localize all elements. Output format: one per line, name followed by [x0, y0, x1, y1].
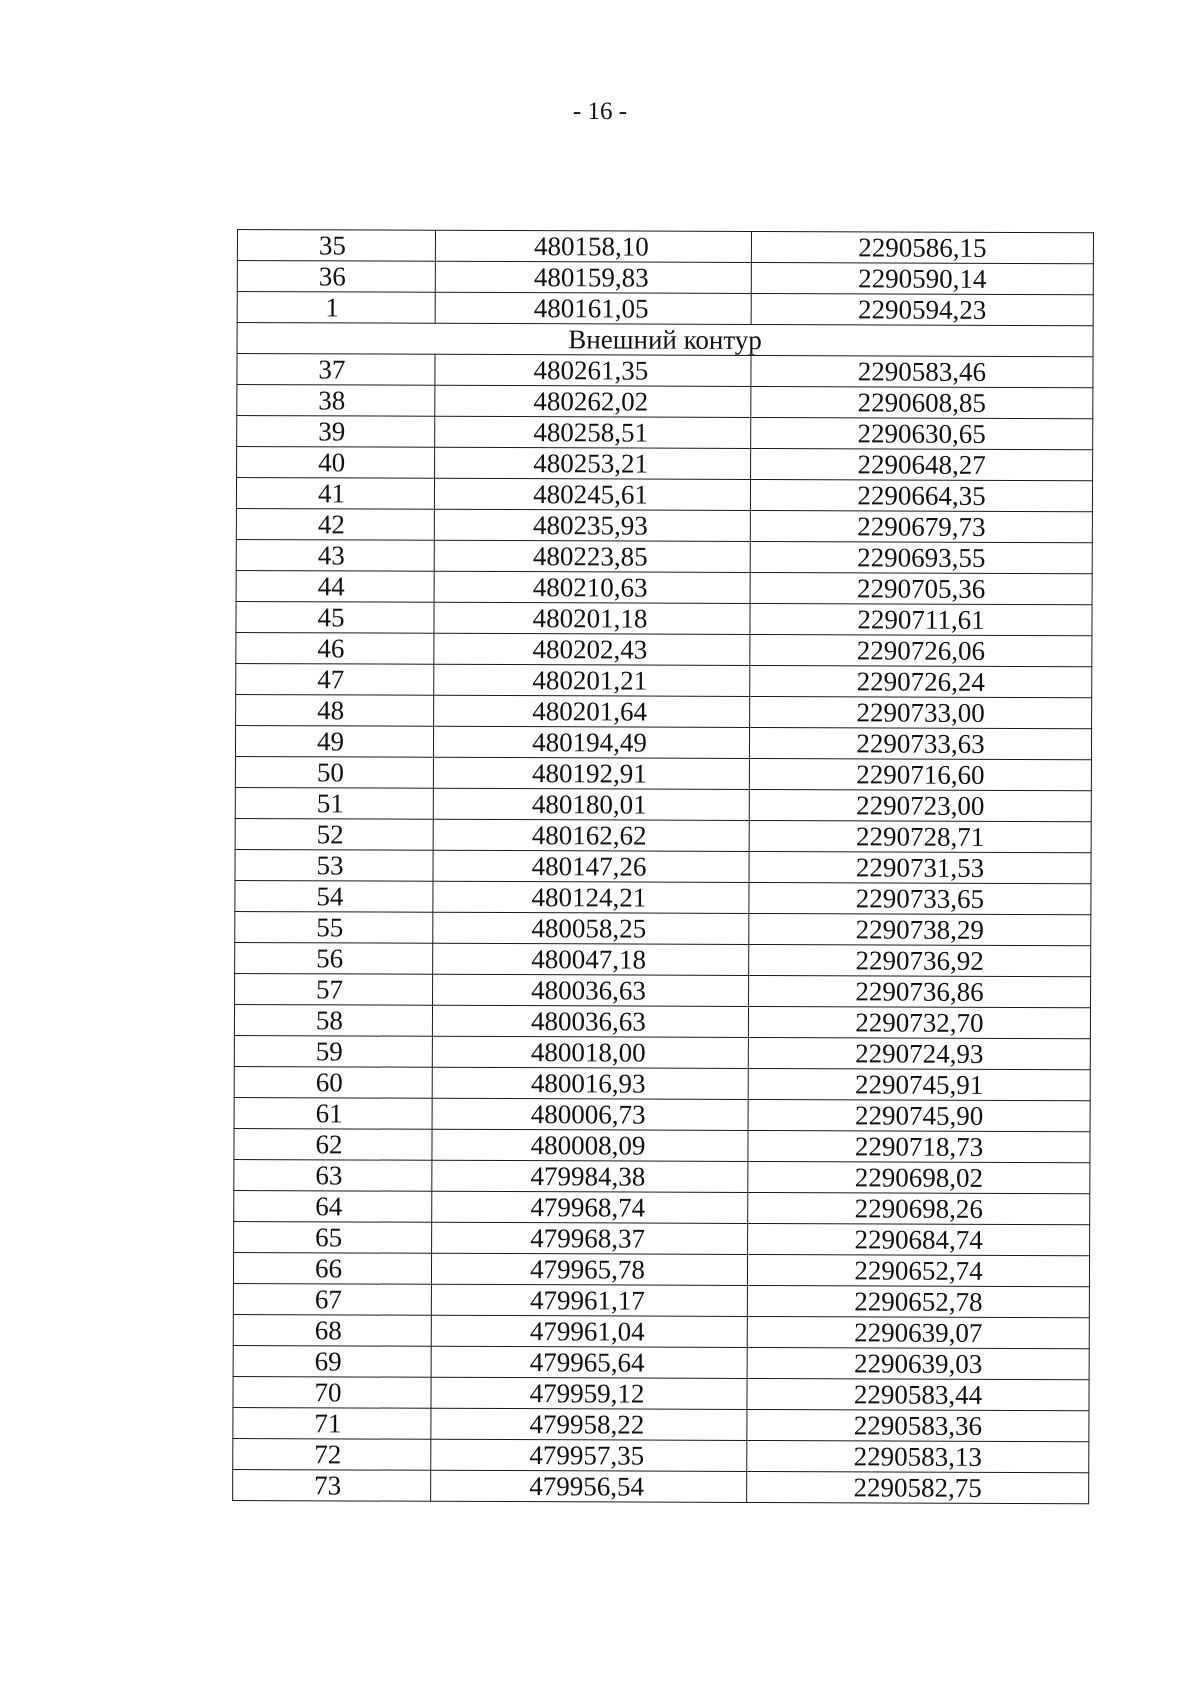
x-coordinate-cell: 480194,49 [433, 726, 749, 758]
x-coordinate-cell: 480124,21 [433, 881, 749, 913]
table-row [236, 478, 1092, 512]
x-coordinate-cell: 480159,83 [435, 261, 751, 293]
table-row [233, 1345, 1089, 1379]
table-row [234, 1190, 1090, 1224]
x-coordinate-cell: 479959,12 [431, 1377, 747, 1409]
x-coordinate-cell: 480202,43 [434, 633, 750, 665]
y-coordinate-cell: 2290726,06 [750, 634, 1092, 666]
point-number-cell: 35 [237, 230, 435, 262]
x-coordinate-cell: 479956,54 [431, 1470, 747, 1502]
table-row [235, 725, 1091, 759]
point-number-cell: 61 [234, 1097, 432, 1129]
table-row [234, 1159, 1090, 1193]
table-row [233, 1314, 1089, 1348]
point-number-cell: 58 [234, 1004, 432, 1036]
x-coordinate-cell: 479965,78 [431, 1253, 747, 1285]
y-coordinate-cell: 2290745,90 [748, 1099, 1090, 1131]
x-coordinate-cell: 480223,85 [434, 540, 750, 572]
y-coordinate-cell: 2290648,27 [751, 448, 1093, 480]
y-coordinate-cell: 2290583,44 [747, 1378, 1089, 1410]
table-row [235, 849, 1091, 883]
point-number-cell: 37 [237, 354, 435, 386]
point-number-cell: 41 [236, 478, 434, 510]
table-row [236, 570, 1092, 604]
point-number-cell: 42 [236, 508, 434, 540]
y-coordinate-cell: 2290586,15 [751, 231, 1093, 263]
point-number-cell: 71 [233, 1407, 431, 1439]
x-coordinate-cell: 479968,37 [432, 1222, 748, 1254]
y-coordinate-cell: 2290745,91 [748, 1068, 1090, 1100]
table-row [237, 292, 1093, 326]
x-coordinate-cell: 479984,38 [432, 1160, 748, 1192]
point-number-cell: 53 [235, 849, 433, 881]
point-number-cell: 64 [234, 1190, 432, 1222]
point-number-cell: 62 [234, 1128, 432, 1160]
point-number-cell: 73 [233, 1469, 431, 1501]
x-coordinate-cell: 480158,10 [435, 230, 751, 262]
section-title: Внешний контур [237, 323, 1093, 357]
y-coordinate-cell: 2290583,36 [747, 1409, 1089, 1441]
y-coordinate-cell: 2290652,78 [747, 1285, 1089, 1317]
point-number-cell: 49 [235, 725, 433, 757]
point-number-cell: 1 [237, 292, 435, 324]
y-coordinate-cell: 2290698,26 [748, 1192, 1090, 1224]
x-coordinate-cell: 480018,00 [432, 1036, 748, 1068]
table-row [234, 1128, 1090, 1162]
point-number-cell: 47 [236, 663, 434, 695]
table-row [233, 1407, 1089, 1441]
point-number-cell: 59 [234, 1035, 432, 1067]
y-coordinate-cell: 2290723,00 [749, 789, 1091, 821]
x-coordinate-cell: 480235,93 [434, 509, 750, 541]
point-number-cell: 40 [237, 447, 435, 479]
y-coordinate-cell: 2290724,93 [748, 1037, 1090, 1069]
point-number-cell: 39 [237, 416, 435, 448]
point-number-cell: 60 [234, 1066, 432, 1098]
table-row [237, 385, 1093, 419]
x-coordinate-cell: 480192,91 [433, 757, 749, 789]
x-coordinate-cell: 480016,93 [432, 1067, 748, 1099]
table-row [236, 508, 1092, 542]
y-coordinate-cell: 2290590,14 [751, 262, 1093, 294]
y-coordinate-cell: 2290718,73 [748, 1130, 1090, 1162]
point-number-cell: 51 [235, 787, 433, 819]
x-coordinate-cell: 480261,35 [435, 354, 751, 386]
point-number-cell: 52 [235, 818, 433, 850]
x-coordinate-cell: 480036,63 [433, 974, 749, 1006]
table-row [236, 539, 1092, 573]
coordinates-table-body [233, 230, 1094, 1504]
point-number-cell: 68 [233, 1314, 431, 1346]
x-coordinate-cell: 480006,73 [432, 1098, 748, 1130]
x-coordinate-cell: 480047,18 [433, 943, 749, 975]
table-row [233, 1252, 1089, 1286]
y-coordinate-cell: 2290732,70 [748, 1006, 1090, 1038]
x-coordinate-cell: 479965,64 [431, 1346, 747, 1378]
point-number-cell: 43 [236, 539, 434, 571]
x-coordinate-cell: 479961,17 [431, 1284, 747, 1316]
point-number-cell: 54 [235, 880, 433, 912]
table-row [234, 1004, 1090, 1038]
x-coordinate-cell: 480162,62 [433, 819, 749, 851]
y-coordinate-cell: 2290684,74 [748, 1223, 1090, 1255]
table-row [233, 1438, 1089, 1472]
y-coordinate-cell: 2290733,63 [749, 727, 1091, 759]
y-coordinate-cell: 2290736,92 [749, 944, 1091, 976]
table-row [234, 1035, 1090, 1069]
y-coordinate-cell: 2290698,02 [748, 1161, 1090, 1193]
point-number-cell: 38 [237, 385, 435, 417]
y-coordinate-cell: 2290594,23 [751, 293, 1093, 325]
point-number-cell: 46 [236, 632, 434, 664]
table-row [237, 447, 1093, 481]
table-row [235, 942, 1091, 976]
y-coordinate-cell: 2290693,55 [750, 541, 1092, 573]
x-coordinate-cell: 480008,09 [432, 1129, 748, 1161]
table-row [233, 1376, 1089, 1410]
x-coordinate-cell: 480258,51 [435, 416, 751, 448]
point-number-cell: 70 [233, 1376, 431, 1408]
x-coordinate-cell: 480161,05 [435, 292, 751, 324]
point-number-cell: 44 [236, 570, 434, 602]
y-coordinate-cell: 2290711,61 [750, 603, 1092, 635]
table-row [237, 230, 1093, 264]
y-coordinate-cell: 2290726,24 [750, 665, 1092, 697]
point-number-cell: 36 [237, 261, 435, 293]
point-number-cell: 55 [235, 911, 433, 943]
y-coordinate-cell: 2290630,65 [751, 417, 1093, 449]
y-coordinate-cell: 2290705,36 [750, 572, 1092, 604]
coordinates-table [232, 229, 1094, 1504]
y-coordinate-cell: 2290582,75 [747, 1471, 1089, 1503]
x-coordinate-cell: 480147,26 [433, 850, 749, 882]
y-coordinate-cell: 2290731,53 [749, 851, 1091, 883]
y-coordinate-cell: 2290738,29 [749, 913, 1091, 945]
table-row [234, 1097, 1090, 1131]
point-number-cell: 66 [233, 1252, 431, 1284]
y-coordinate-cell: 2290608,85 [751, 386, 1093, 418]
x-coordinate-cell: 479957,35 [431, 1439, 747, 1471]
point-number-cell: 45 [236, 601, 434, 633]
table-row [237, 416, 1093, 450]
y-coordinate-cell: 2290639,03 [747, 1347, 1089, 1379]
table-row [234, 1221, 1090, 1255]
table-row [235, 911, 1091, 945]
point-number-cell: 65 [234, 1221, 432, 1253]
y-coordinate-cell: 2290583,13 [747, 1440, 1089, 1472]
table-row [235, 880, 1091, 914]
y-coordinate-cell: 2290736,86 [749, 975, 1091, 1007]
section-header-row [237, 323, 1093, 357]
x-coordinate-cell: 480180,01 [433, 788, 749, 820]
point-number-cell: 50 [235, 756, 433, 788]
y-coordinate-cell: 2290716,60 [749, 758, 1091, 790]
table-row [234, 1066, 1090, 1100]
y-coordinate-cell: 2290728,71 [749, 820, 1091, 852]
point-number-cell: 56 [235, 942, 433, 974]
y-coordinate-cell: 2290679,73 [750, 510, 1092, 542]
x-coordinate-cell: 479968,74 [432, 1191, 748, 1223]
table-row [237, 261, 1093, 295]
y-coordinate-cell: 2290652,74 [747, 1254, 1089, 1286]
x-coordinate-cell: 480245,61 [434, 478, 750, 510]
x-coordinate-cell: 480036,63 [432, 1005, 748, 1037]
x-coordinate-cell: 480201,64 [434, 695, 750, 727]
table-row [235, 818, 1091, 852]
table-row [237, 354, 1093, 388]
table-row [236, 601, 1092, 635]
x-coordinate-cell: 480058,25 [433, 912, 749, 944]
table-row [233, 1283, 1089, 1317]
x-coordinate-cell: 479958,22 [431, 1408, 747, 1440]
y-coordinate-cell: 2290733,65 [749, 882, 1091, 914]
table-row [235, 756, 1091, 790]
x-coordinate-cell: 480262,02 [435, 385, 751, 417]
point-number-cell: 57 [235, 973, 433, 1005]
point-number-cell: 67 [233, 1283, 431, 1315]
y-coordinate-cell: 2290639,07 [747, 1316, 1089, 1348]
x-coordinate-cell: 480253,21 [435, 447, 751, 479]
x-coordinate-cell: 480201,21 [434, 664, 750, 696]
x-coordinate-cell: 480210,63 [434, 571, 750, 603]
table-row [236, 632, 1092, 666]
table-row [235, 787, 1091, 821]
table-row [236, 694, 1092, 728]
table-row [235, 973, 1091, 1007]
x-coordinate-cell: 479961,04 [431, 1315, 747, 1347]
point-number-cell: 72 [233, 1438, 431, 1470]
y-coordinate-cell: 2290583,46 [751, 355, 1093, 387]
x-coordinate-cell: 480201,18 [434, 602, 750, 634]
page-number: - 16 - [572, 98, 628, 125]
point-number-cell: 63 [234, 1159, 432, 1191]
point-number-cell: 69 [233, 1345, 431, 1377]
table-row [233, 1469, 1089, 1503]
table-row [236, 663, 1092, 697]
y-coordinate-cell: 2290733,00 [750, 696, 1092, 728]
point-number-cell: 48 [236, 694, 434, 726]
y-coordinate-cell: 2290664,35 [750, 479, 1092, 511]
